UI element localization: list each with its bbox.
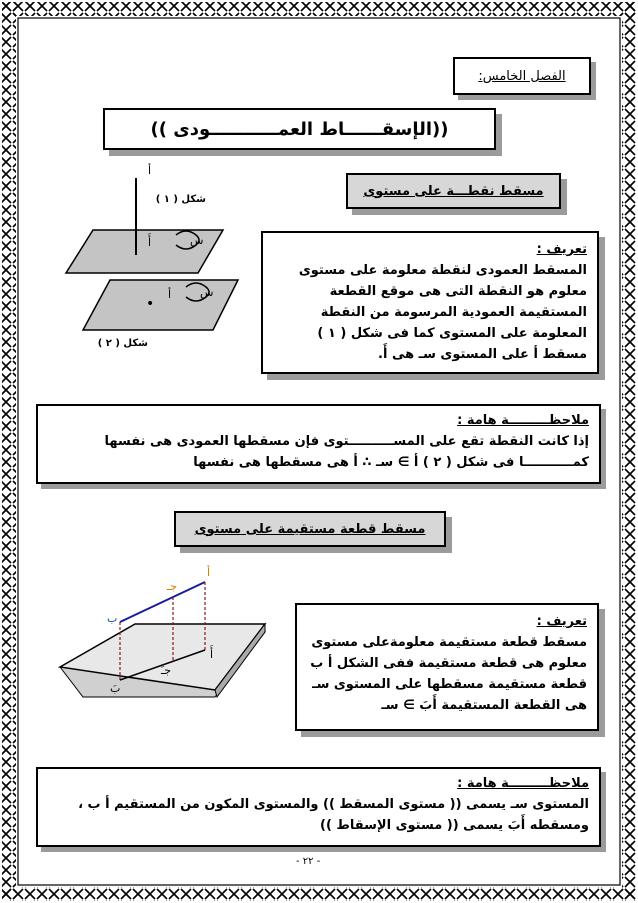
plane-label-2: س: [200, 286, 214, 299]
label-c: جـ: [167, 580, 178, 593]
label-b-prime: بَ: [110, 682, 121, 695]
page-title: [103, 108, 496, 150]
point-dot: •: [146, 296, 155, 312]
definition-box-1: [261, 231, 599, 374]
segment-ab: [120, 582, 205, 622]
note-box-2: [36, 767, 601, 847]
section1-heading: [346, 173, 561, 209]
note-line: إذا كانت النقطة تقع على المســــــــــتوى فإن مسقطها العمودى هى نفسها: [104, 434, 589, 449]
chapter-label: [453, 57, 591, 95]
section2-heading-text: مسقط قطعة مستقيمة على مستوى: [194, 521, 426, 537]
section2-heading: [174, 511, 446, 547]
section1-heading-text: مسقط نقطـــة على مستوى: [363, 183, 544, 199]
note-line: ومسقطه أَبَ يسمى (( مستوى الإسقاط )): [320, 818, 589, 833]
definition-line: مسقط أ على المستوى سـ هى أَ.: [378, 347, 587, 362]
label-a-fig2: أ: [168, 288, 172, 301]
figure-segment-projection: [55, 562, 270, 732]
fig2-label: شكل ( ٢ ): [97, 338, 148, 349]
title-text: ((الإسقــــــاط العمـــــــــــودى )): [150, 118, 449, 140]
figure-point-projection: [48, 160, 243, 355]
definition-line: المسقط العمودى لنقطة معلومة على مستوى: [298, 263, 587, 278]
definition-line: مسقط قطعة مستقيمة معلومةعلى مستوى: [311, 635, 587, 650]
label-a: أ: [207, 566, 211, 579]
label-a-prime: أَ: [210, 648, 214, 661]
label-a-prime: أَ: [148, 236, 152, 249]
fig1-label: شكل ( ١ ): [155, 194, 206, 205]
definition-line: المستقيمة العمودية المرسومة من النقطة: [320, 305, 587, 320]
definition-heading: تعريف :: [536, 614, 587, 629]
definition-line: هى القطعة المستقيمة أَبَ ∋ سـ: [381, 698, 587, 713]
label-c-prime: جـَ: [161, 664, 172, 677]
page-number: - ٢٢ -: [296, 856, 321, 867]
note-line: كمـــــــــــا فى شكل ( ٢ ) أ ∋ سـ ∴ أ هى مسقطها هى نفسها: [193, 455, 589, 470]
label-b: ب: [107, 612, 118, 625]
plane-parallelogram-icon: [83, 280, 238, 330]
definition-line: المعلومة على المستوى كما فى شكل ( ١ ): [317, 326, 587, 341]
note-heading: ملاحظـــــــــة هامة :: [457, 776, 589, 791]
definition-heading: تعريف :: [536, 242, 587, 257]
note-box-1: [36, 404, 601, 484]
plane-label-1: س: [190, 234, 204, 247]
note-heading: ملاحظـــــــــة هامة :: [457, 413, 589, 428]
definition-line: معلوم هى قطعة مستقيمة ففى الشكل أ ب: [310, 656, 587, 671]
definition-box-2: [295, 603, 599, 731]
chapter-text: الفصل الخامس:: [478, 68, 566, 84]
note-line: المستوى سـ يسمى (( مستوى المسقط )) والمستوى المكون من المستقيم أ ب ،: [78, 797, 589, 812]
definition-line: معلوم هو النقطة التى هى موقع القطعة: [329, 284, 587, 299]
definition-line: قطعة مستقيمة مسقطها على المستوى سـ: [312, 677, 587, 692]
label-a: أ: [148, 164, 152, 177]
